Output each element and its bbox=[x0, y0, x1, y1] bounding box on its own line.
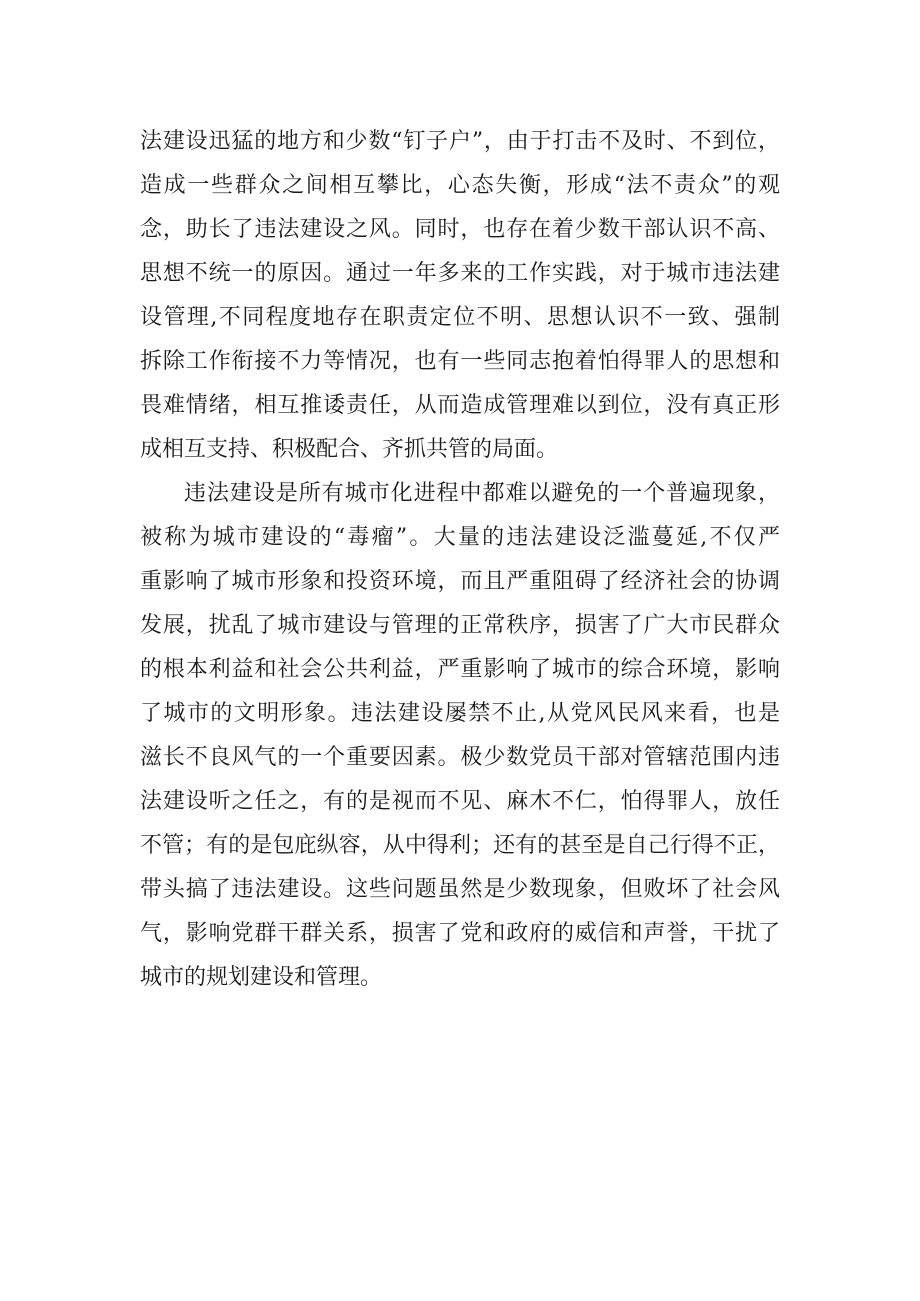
paragraph-line: 被称为城市建设的“毒瘤”。大量的违法建设泛滥蔓延,不仅严 bbox=[140, 525, 780, 550]
paragraph-line: 设管理,不同程度地存在职责定位不明、思想认识不一致、强制 bbox=[140, 305, 780, 330]
paragraph-line: 重影响了城市形象和投资环境，而且严重阻碍了经济社会的协调 bbox=[140, 569, 780, 594]
paragraph-line: 的根本利益和社会公共利益，严重影响了城市的综合环境，影响 bbox=[140, 657, 780, 682]
paragraph-line: 滋长不良风气的一个重要因素。极少数党员干部对管辖范围内违 bbox=[140, 745, 780, 770]
paragraph-line: 气，影响党群干群关系，损害了党和政府的威信和声誉，干扰了 bbox=[140, 921, 780, 946]
body-text bbox=[140, 120, 780, 1000]
paragraph-line: 成相互支持、积极配合、齐抓共管的局面。 bbox=[140, 437, 559, 462]
paragraph-line: 畏难情绪，相互推诿责任，从而造成管理难以到位，没有真正形 bbox=[140, 393, 780, 418]
paragraph-line: 城市的规划建设和管理。 bbox=[140, 965, 383, 990]
paragraph-line: 违法建设是所有城市化进程中都难以避免的一个普遍现象， bbox=[184, 481, 780, 506]
paragraph-1 bbox=[140, 120, 780, 472]
paragraph-line: 发展，扰乱了城市建设与管理的正常秩序，损害了广大市民群众 bbox=[140, 613, 780, 638]
paragraph-line: 不管；有的是包庇纵容，从中得利；还有的甚至是自己行得不正， bbox=[140, 833, 780, 858]
paragraph-line: 拆除工作衔接不力等情况，也有一些同志抱着怕得罪人的思想和 bbox=[140, 349, 780, 374]
paragraph-line: 了城市的文明形象。违法建设屡禁不止,从党风民风来看，也是 bbox=[140, 701, 780, 726]
paragraph-2 bbox=[140, 472, 780, 1000]
paragraph-line: 法建设听之任之，有的是视而不见、麻木不仁，怕得罪人，放任 bbox=[140, 789, 780, 814]
paragraph-line: 法建设迅猛的地方和少数“钉子户”，由于打击不及时、不到位， bbox=[140, 129, 780, 154]
paragraph-line: 思想不统一的原因。通过一年多来的工作实践，对于城市违法建 bbox=[140, 261, 780, 286]
paragraph-line: 带头搞了违法建设。这些问题虽然是少数现象，但败坏了社会风 bbox=[140, 877, 780, 902]
paragraph-line: 念，助长了违法建设之风。同时，也存在着少数干部认识不高、 bbox=[140, 217, 780, 242]
paragraph-line: 造成一些群众之间相互攀比，心态失衡，形成“法不责众”的观 bbox=[140, 173, 780, 198]
